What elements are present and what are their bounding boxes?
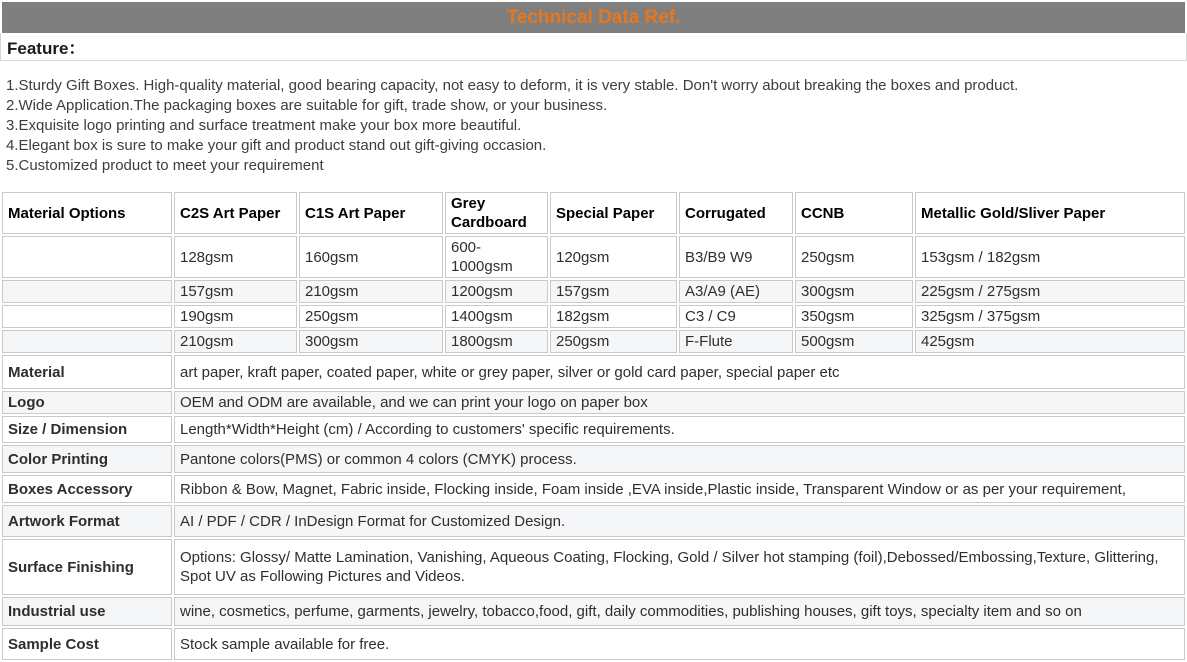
gsm-cell [2,280,172,303]
gsm-cell: 300gsm [795,280,913,303]
gsm-row-2 [2,280,1185,303]
spec-row-material [2,355,1185,389]
gsm-cell: 325gsm / 375gsm [915,305,1185,328]
spec-value-industrial-use: wine, cosmetics, perfume, garments, jewelry, tobacco,food, gift, daily commodities, publishing houses, gift toys, specialty item and so on [174,597,1185,626]
gsm-cell: 153gsm / 182gsm [915,236,1185,278]
spec-value-boxes-accessory: Ribbon & Bow, Magnet, Fabric inside, Flocking inside, Foam inside ,EVA inside,Plastic inside, Transparent Window or as per your requirement, [174,475,1185,503]
gsm-cell: 1400gsm [445,305,548,328]
gsm-cell: 210gsm [299,280,443,303]
col-header-c2s-art-paper: C2S Art Paper [174,192,297,234]
gsm-cell: A3/A9 (AE) [679,280,793,303]
spec-row-surface-finishing [2,539,1185,595]
page-title: Technical Data Ref. [506,7,681,28]
col-header-metallic-paper: Metallic Gold/Sliver Paper [915,192,1185,234]
spec-label-surface-finishing: Surface Finishing [2,539,172,595]
gsm-cell: 500gsm [795,330,913,353]
gsm-cell: 600-1000gsm [445,236,548,278]
col-header-c1s-art-paper: C1S Art Paper [299,192,443,234]
col-header-material-options: Material Options [2,192,172,234]
gsm-cell: 160gsm [299,236,443,278]
spec-value-logo: OEM and ODM are available, and we can print your logo on paper box [174,391,1185,414]
feature-heading [0,33,1187,61]
gsm-cell: 250gsm [299,305,443,328]
spec-value-material: art paper, kraft paper, coated paper, white or grey paper, silver or gold card paper, special paper etc [174,355,1185,389]
spec-value-size-dimension: Length*Width*Height (cm) / According to customers' specific requirements. [174,416,1185,443]
gsm-cell: 190gsm [174,305,297,328]
col-header-special-paper: Special Paper [550,192,677,234]
spec-label-sample-cost: Sample Cost [2,628,172,660]
feature-item-4: 4.Elegant box is sure to make your gift and product stand out gift-giving occasion. [6,137,547,154]
spec-row-size-dimension [2,416,1185,443]
spec-label-color-printing: Color Printing [2,445,172,473]
gsm-row-3 [2,305,1185,328]
gsm-cell: C3 / C9 [679,305,793,328]
gsm-cell: 128gsm [174,236,297,278]
technical-data-page [0,2,1187,653]
feature-item-3: 3.Exquisite logo printing and surface treatment make your box more beautiful. [6,117,522,134]
gsm-row-1 [2,236,1185,278]
gsm-cell: 350gsm [795,305,913,328]
gsm-cell [2,330,172,353]
spec-row-boxes-accessory [2,475,1185,503]
feature-item-2: 2.Wide Application.The packaging boxes are suitable for gift, trade show, or your business. [6,97,608,114]
gsm-cell: 1200gsm [445,280,548,303]
spec-label-artwork-format: Artwork Format [2,505,172,537]
spec-value-sample-cost: Stock sample available for free. [174,628,1185,660]
feature-heading-label: Feature： [7,39,86,58]
spec-label-boxes-accessory: Boxes Accessory [2,475,172,503]
spec-row-industrial-use [2,597,1185,626]
gsm-cell [2,305,172,328]
gsm-cell: 225gsm / 275gsm [915,280,1185,303]
gsm-cell: B3/B9 W9 [679,236,793,278]
materials-header-row [2,192,1185,234]
gsm-row-4 [2,330,1185,353]
spec-value-color-printing: Pantone colors(PMS) or common 4 colors (CMYK) process. [174,445,1185,473]
col-header-grey-cardboard: Grey Cardboard [445,192,548,234]
spec-value-surface-finishing: Options: Glossy/ Matte Lamination, Vanishing, Aqueous Coating, Flocking, Gold / Silver hot stamping (foil),Debossed/Embossing,Texture, Glittering, Spot UV as Following Pictures and Videos. [174,539,1185,595]
spec-label-industrial-use: Industrial use [2,597,172,626]
gsm-cell: 250gsm [795,236,913,278]
technical-data-table [0,190,1187,662]
spec-label-material: Material [2,355,172,389]
feature-item-1: 1.Sturdy Gift Boxes. High-quality material, good bearing capacity, not easy to deform, it is very stable. Don't worry about breaking the boxes and product. [6,77,1019,94]
gsm-cell: 1800gsm [445,330,548,353]
gsm-cell: 300gsm [299,330,443,353]
col-header-ccnb: CCNB [795,192,913,234]
feature-item-5: 5.Customized product to meet your requirement [6,157,324,174]
col-header-corrugated: Corrugated [679,192,793,234]
spec-row-logo [2,391,1185,414]
gsm-cell: 425gsm [915,330,1185,353]
gsm-cell: F-Flute [679,330,793,353]
spec-row-color-printing [2,445,1185,473]
gsm-cell: 182gsm [550,305,677,328]
spec-label-logo: Logo [2,391,172,414]
spec-value-artwork-format: AI / PDF / CDR / InDesign Format for Customized Design. [174,505,1185,537]
feature-list [0,61,1187,186]
gsm-cell [2,236,172,278]
gsm-cell: 120gsm [550,236,677,278]
gsm-cell: 250gsm [550,330,677,353]
spec-row-sample-cost [2,628,1185,660]
spec-row-artwork-format [2,505,1185,537]
spec-label-size-dimension: Size / Dimension [2,416,172,443]
gsm-cell: 210gsm [174,330,297,353]
gsm-cell: 157gsm [550,280,677,303]
gsm-cell: 157gsm [174,280,297,303]
title-bar [2,2,1185,33]
